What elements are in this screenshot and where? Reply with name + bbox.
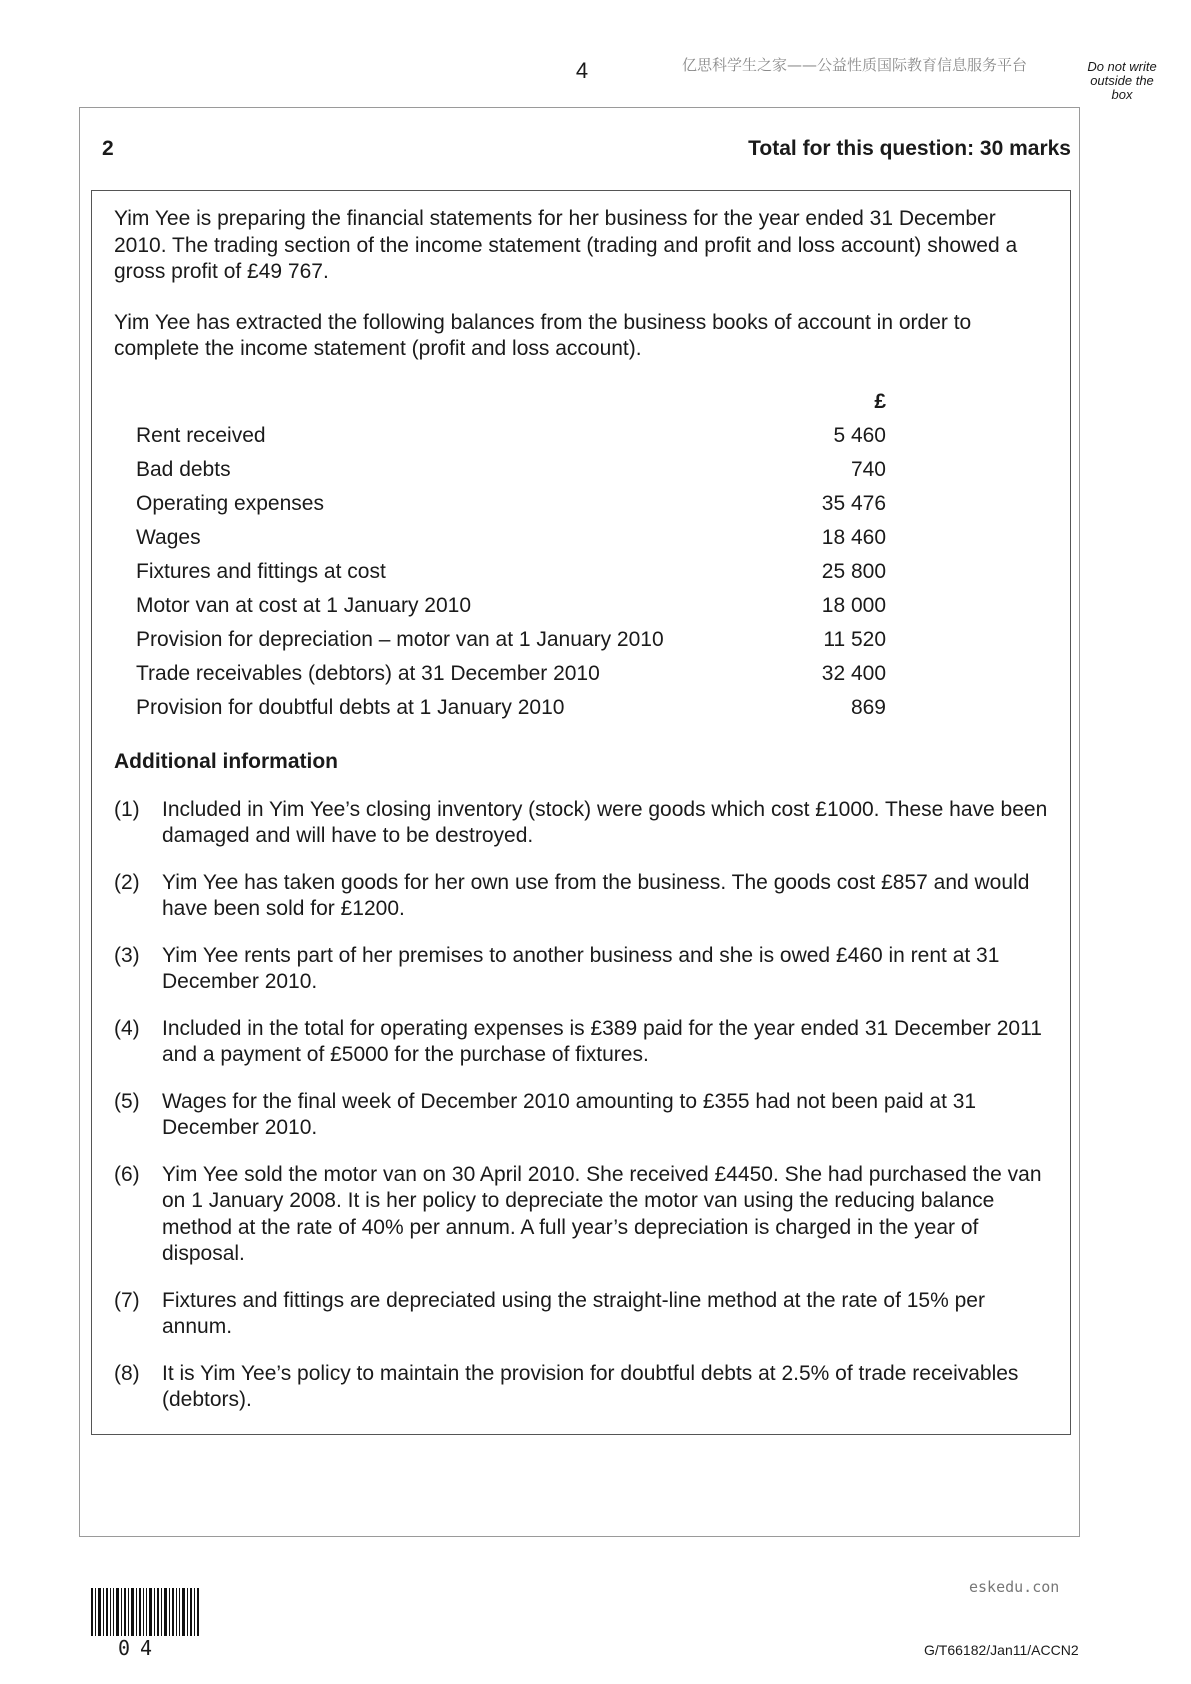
item-number: (2) [114,870,140,894]
question-number: 2 [102,137,114,160]
balance-row [136,555,886,589]
question-total-marks: Total for this question: 30 marks [748,137,1071,160]
item-text: Included in the total for operating expenses is £389 paid for the year ended 31 December 2011 and a payment of £5000 for the purchase of fixtures. [162,1016,1042,1066]
item-text: It is Yim Yee’s policy to maintain the provision for doubtful debts at 2.5% of trade receivables (debtors). [162,1361,1019,1411]
item-number: (6) [114,1162,140,1186]
additional-information-item [114,1162,1054,1268]
footer-paper-code: G/T66182/Jan11/ACCN2 [924,1642,1079,1658]
additional-information-item [114,870,1054,923]
balance-row [136,691,886,725]
balance-row [136,419,886,453]
item-number: (3) [114,943,140,967]
balance-label: Fixtures and fittings at cost [136,559,386,583]
watermark-text: 亿思科学生之家——公益性质国际教育信息服务平台 [682,56,1028,74]
item-number: (8) [114,1361,140,1385]
barcode-number: 04 [118,1636,163,1660]
balance-row [136,589,886,623]
balance-value: 5 460 [833,423,886,447]
additional-information-item [114,1089,1054,1142]
balance-value: 869 [850,695,886,719]
item-number: (4) [114,1016,140,1040]
balance-value: 25 800 [821,559,886,583]
balance-value: 32 400 [821,661,886,685]
intro-paragraph: Yim Yee is preparing the financial statements for her business for the year ended 31 December 2010. The trading section of the income statement (trading and profit and loss account) showed a gross profit of £49 767. [114,207,1018,283]
item-text: Fixtures and fittings are depreciated using the straight-line method at the rate of 15% per annum. [162,1288,985,1338]
item-text: Wages for the final week of December 2010 amounting to £355 had not been paid at 31 December 2010. [162,1089,977,1139]
balance-row [136,521,886,555]
additional-information-heading: Additional information [114,749,338,773]
additional-information-item [114,1016,1054,1069]
balance-row [136,623,886,657]
balance-value: 18 460 [821,525,886,549]
balance-label: Provision for doubtful debts at 1 January 2010 [136,695,565,719]
balance-row [136,657,886,691]
question-content [114,206,1054,1434]
item-text: Yim Yee has taken goods for her own use from the business. The goods cost £857 and would have been sold for £1200. [162,870,1030,920]
balance-row [136,453,886,487]
item-text: Included in Yim Yee’s closing inventory (stock) were goods which cost £1000. These have been damaged and will have to be destroyed. [162,797,1048,847]
item-number: (5) [114,1089,140,1113]
balance-label: Provision for depreciation – motor van at 1 January 2010 [136,627,664,651]
additional-information-item [114,943,1054,996]
additional-information-item [114,797,1054,850]
item-number: (7) [114,1288,140,1312]
additional-information-list [114,797,1054,1414]
balance-label: Motor van at cost at 1 January 2010 [136,593,472,617]
balance-value: 18 000 [821,593,886,617]
item-text: Yim Yee sold the motor van on 30 April 2010. She received £4450. She had purchased the van on 1 January 2008. It is her policy to depreciate the motor van using the reducing balance method at the rate of 40% per annum. A full year’s depreciation is charged in the year of disposal. [162,1162,1042,1265]
balance-value: 11 520 [823,627,886,651]
balances-table [136,385,886,725]
currency-header: £ [874,389,886,413]
balances-intro-paragraph: Yim Yee has extracted the following balances from the business books of account in order to complete the income statement (profit and loss account). [114,310,972,360]
balance-label: Rent received [136,423,266,447]
balance-row [136,487,886,521]
balance-value: 740 [850,457,886,481]
page-number: 4 [575,58,589,83]
additional-information-item [114,1361,1054,1414]
balance-label: Wages [136,525,201,549]
additional-information-item [114,1288,1054,1341]
balance-value: 35 476 [821,491,886,515]
balance-label: Operating expenses [136,491,324,515]
item-number: (1) [114,797,140,821]
item-text: Yim Yee rents part of her premises to another business and she is owed £460 in rent at 31 December 2010. [162,943,1000,993]
margin-note: Do not write outside the box [1087,59,1157,102]
balance-label: Trade receivables (debtors) at 31 December 2010 [136,661,600,685]
barcode-image [91,1588,199,1636]
balance-label: Bad debts [136,457,231,481]
site-watermark: eskedu.con [969,1578,1060,1596]
